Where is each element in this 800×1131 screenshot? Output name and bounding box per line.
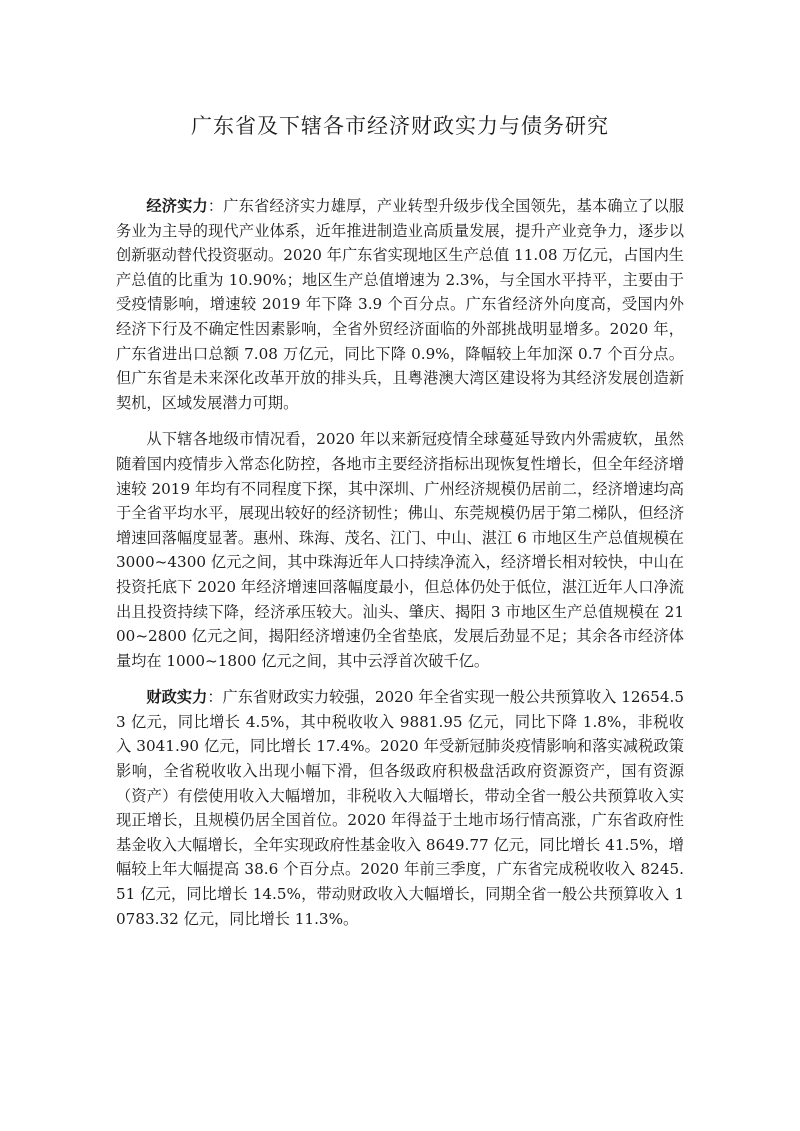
paragraph-cities-overview xyxy=(116,427,684,673)
paragraph-text: ：广东省财政实力较强，2020 年全省实现一般公共预算收入 12654.53 亿元，同比增长 4.5%，其中税收收入 9881.95 亿元，同比下降 1.8%，非税收入 3041.90 亿元，同比增长 17.4%。2020 年受新冠肺炎疫情影响和落实减税政策影响，全省税收收入出现小幅下滑，但各级政府积极盘活政府资源资产，国有资源（资产）有偿使用收入大幅增加，非税收入大幅增长，带动全省一般公共预算收入实现正增长，且规模仍居全国首位。2020 年得益于土地市场行情高涨，广东省政府性基金收入大幅增长，全年实现政府性基金收入 8649.77 亿元，同比增长 41.5%，增幅较上年大幅提高 38.6 个百分点。2020 年前三季度，广东省完成税收收入 8245.51 亿元，同比增长 14.5%，带动财政收入大幅增长，同期全省一般公共预算收入 10783.32 亿元，同比增长 11.3%。 xyxy=(116,688,684,928)
paragraph-text: 从下辖各地级市情况看，2020 年以来新冠疫情全球蔓延导致内外需疲软，虽然随着国内疫情步入常态化防控，各地市主要经济指标出现恢复性增长，但全年经济增速较 2019 年均有不同程度下探，其中深圳、广州经济规模仍居前二，经济增速均高于全省平均水平，展现出较好的经济韧性；佛山、东莞规模仍居于第二梯队，但经济增速回落幅度显著。惠州、珠海、茂名、江门、中山、湛江 6 市地区生产总值规模在 3000~4300 亿元之间，其中珠海近年人口持续净流入，经济增长相对较快，中山在投资托底下 2020 年经济增速回落幅度最小，但总体仍处于低位，湛江近年人口净流出且投资持续下降，经济承压较大。汕头、肇庆、揭阳 3 市地区生产总值规模在 2100~2800 亿元之间，揭阳经济增速仍全省垫底，发展后劲显不足；其余各市经济体量均在 1000~1800 亿元之间，其中云浮首次破千亿。 xyxy=(116,430,684,670)
paragraph-economic-strength xyxy=(116,194,684,415)
paragraph-fiscal-strength xyxy=(116,685,684,931)
paragraph-lead-fiscal-strength: 财政实力 xyxy=(146,688,208,707)
paragraph-lead-economic-strength: 经济实力 xyxy=(146,197,208,215)
document-body xyxy=(116,194,684,931)
paragraph-text: ：广东省经济实力雄厚，产业转型升级步伐全国领先，基本确立了以服务业为主导的现代产业体系，近年推进制造业高质量发展，提升产业竞争力，逐步以创新驱动替代投资驱动。2020 年广东省实现地区生产总值 11.08 万亿元，占国内生产总值的比重为 10.90%；地区生产总值增速为 2.3%，与全国水平持平，主要由于受疫情影响，增速较 2019 年下降 3.9 个百分点。广东省经济外向度高，受国内外经济下行及不确定性因素影响，全省外贸经济面临的外部挑战明显增多。2020 年，广东省进出口总额 7.08 万亿元，同比下降 0.9%，降幅较上年加深 0.7 个百分点。但广东省是未来深化改革开放的排头兵，且粤港澳大湾区建设将为其经济发展创造新契机，区域发展潜力可期。 xyxy=(116,197,685,412)
document-title: 广东省及下辖各市经济财政实力与债务研究 xyxy=(191,114,609,138)
